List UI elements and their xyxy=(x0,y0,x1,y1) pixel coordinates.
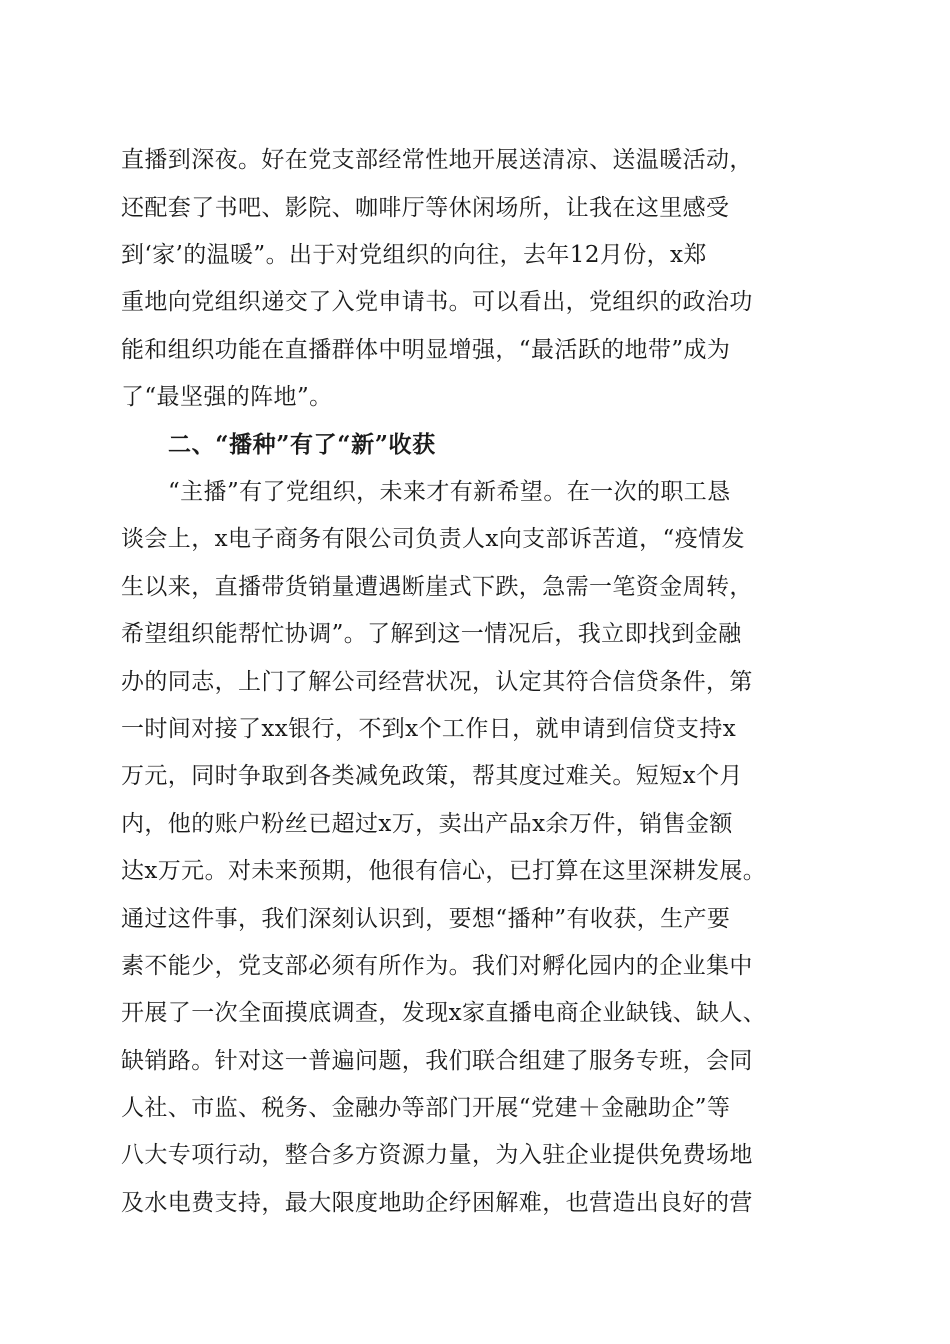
text-line: 重地向党组织递交了入党申请书。可以看出，党组织的政治功 xyxy=(121,289,753,315)
text-line: 一时间对接了xx银行，不到x个工作日，就申请到信贷支持x xyxy=(121,716,737,742)
text-line: 万元，同时争取到各类减免政策，帮其度过难关。短短x个月 xyxy=(121,763,743,789)
text-line: 能和组织功能在直播群体中明显增强，“最活跃的地带”成为 xyxy=(121,337,731,363)
text-line: 开展了一次全面摸底调查，发现x家直播电商企业缺钱、缺人、 xyxy=(121,1000,767,1026)
text-line: 到‘家’的温暖”。出于对党组织的向往，去年12月份，x郑 xyxy=(121,242,707,268)
text-line: 了“最坚强的阵地”。 xyxy=(121,384,333,410)
section-heading: 二、“播种”有了“新”收获 xyxy=(168,431,436,458)
text-line: 生以来，直播带货销量遭遇断崖式下跌，急需一笔资金周转， xyxy=(121,574,753,600)
text-line: 人社、市监、税务、金融办等部门开展“党建＋金融助企”等 xyxy=(121,1095,731,1121)
text-line: 素不能少，党支部必须有所作为。我们对孵化园内的企业集中 xyxy=(121,953,753,979)
text-line: 达x万元。对未来预期，他很有信心，已打算在这里深耕发展。 xyxy=(121,858,767,884)
text-line: 通过这件事，我们深刻认识到，要想“播种”有收获，生产要 xyxy=(121,906,731,932)
text-line: 希望组织能帮忙协调”。了解到这一情况后，我立即找到金融 xyxy=(121,621,742,647)
text-line: 内，他的账户粉丝已超过x万，卖出产品x余万件，销售金额 xyxy=(121,811,733,837)
text-line: 谈会上，x电子商务有限公司负责人x向支部诉苦道，“疫情发 xyxy=(121,526,745,552)
text-line: 直播到深夜。好在党支部经常性地开展送清凉、送温暖活动， xyxy=(121,147,753,173)
text-line: 办的同志，上门了解公司经营状况，认定其符合信贷条件，第 xyxy=(121,669,753,695)
text-line: 缺销路。针对这一普遍问题，我们联合组建了服务专班，会同 xyxy=(121,1048,753,1074)
text-line: 及水电费支持，最大限度地助企纾困解难，也营造出良好的营 xyxy=(121,1190,753,1216)
paragraph-first-line: “主播”有了党组织，未来才有新希望。在一次的职工恳 xyxy=(168,479,731,505)
text-line: 还配套了书吧、影院、咖啡厅等休闲场所，让我在这里感受 xyxy=(121,195,730,221)
text-line: 八大专项行动，整合多方资源力量，为入驻企业提供免费场地 xyxy=(121,1142,753,1168)
